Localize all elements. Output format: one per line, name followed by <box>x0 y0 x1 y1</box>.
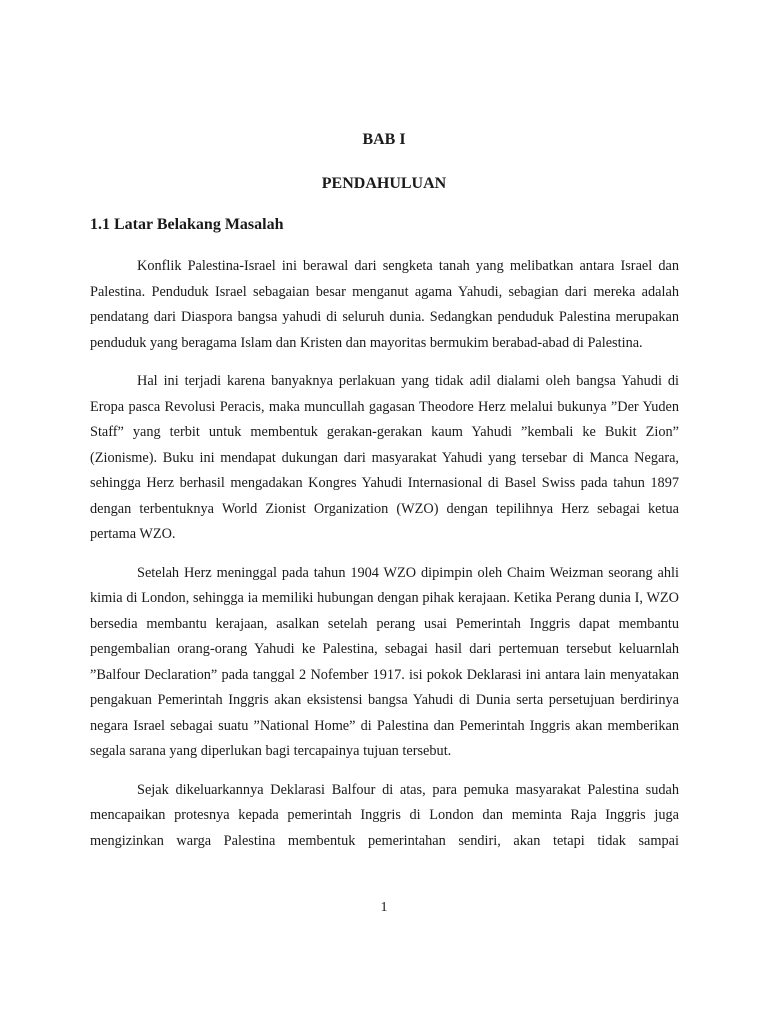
paragraph: Konflik Palestina-Israel ini berawal dari sengketa tanah yang melibatkan antara Israel dan Palestina. Penduduk Israel sebagaian besar menganut agama Yahudi, sebagian dari mereka adalah pendatang dari Diaspora bangsa yahudi di seluruh dunia. Sedangkan penduduk Palestina merupakan penduduk yang beragama Islam dan Kristen dan mayoritas bermukim berabad-abad di Palestina. <box>90 258 679 351</box>
paragraph: Hal ini terjadi karena banyaknya perlakuan yang tidak adil dialami oleh bangsa Yahudi di Eropa pasca Revolusi Peracis, maka muncullah gagasan Theodore Herz melalui bukunya ”Der Yuden Staff” yang terbit untuk membentuk gerakan-gerakan kaum Yahudi ”kembali ke Bukit Zion” (Zionisme). Buku ini mendapat dukungan dari masyarakat Yahudi yang tersebar di Manca Negara, sehingga Herz berhasil mengadakan Kongres Yahudi Internasional di Basel Swiss pada tahun 1897 dengan terbentuknya World Zionist Organization (WZO) dengan tepilihnya Herz sebagai ketua pertama WZO. <box>90 373 679 542</box>
page-number: 1 <box>380 900 388 915</box>
chapter-number: BAB I <box>362 131 406 148</box>
body-text <box>90 254 679 867</box>
paragraph: Setelah Herz meninggal pada tahun 1904 WZO dipimpin oleh Chaim Weizman seorang ahli kimia di London, sehingga ia memiliki hubungan dengan pihak kerajaan. Ketika Perang dunia I, WZO bersedia membantu kerajaan, asalkan setelah perang usai Pemerintah Inggris dapat membantu pengembalian orang-orang Yahudi ke Palestina, sebagai hasil dari pertemuan tersebut keluarnlah ”Balfour Declaration” pada tanggal 2 Nofember 1917. isi pokok Deklarasi ini antara lain menyatakan pengakuan Pemerintah Inggris akan eksistensi bangsa Yahudi di Dunia serta persetujuan berdirinya negara Israel sebagai suatu ”National Home” di Palestina dan Pemerintah Inggris akan memberikan segala sarana yang diperlukan bagi tercapainya tujuan tersebut. <box>90 564 679 759</box>
section-heading: 1.1 Latar Belakang Masalah <box>90 216 284 233</box>
paragraph: Sejak dikeluarkannya Deklarasi Balfour di atas, para pemuka masyarakat Palestina sudah mencapaikan protesnya kepada pemerintah Inggris di London dan meminta Raja Inggris juga mengizinkan warga Palestina membentuk pemerintahan sendiri, akan tetapi tidak sampai <box>90 781 679 849</box>
chapter-title: PENDAHULUAN <box>321 175 447 192</box>
